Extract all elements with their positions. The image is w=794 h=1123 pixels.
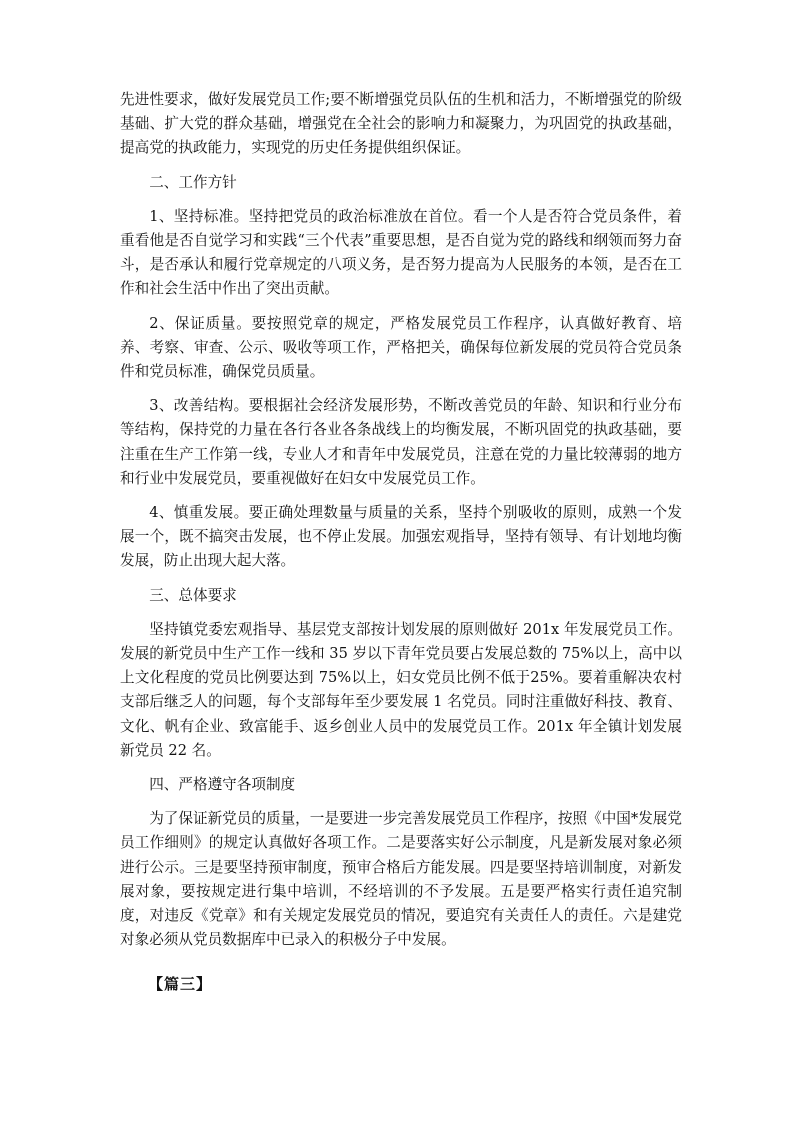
paragraph-careful-development: 4、慎重发展。要正确处理数量与质量的关系，坚持个别吸收的原则，成熟一个发展一个，既不搞突击发展，也不停止发展。加强宏观指导，坚持有领导、有计划地均衡发展，防止出现大起大落。 [120, 504, 682, 570]
paragraph-ensure-quality: 2、保证质量。要按照党章的规定，严格发展党员工作程序，认真做好教育、培养、考察、审查、公示、吸收等项工作，严格把关，确保每位新发展的党员符合党员条件和党员标准，确保党员质量。 [120, 314, 682, 381]
section-marker: 【篇三】 [148, 975, 213, 993]
document-body [120, 88, 682, 963]
paragraph-intro: 先进性要求，做好发展党员工作;要不断增强党员队伍的生机和活力，不断增强党的阶级基础、扩大党的群众基础，增强党在全社会的影响力和凝聚力，为巩固党的执政基础，提高党的执政能力，实现党的历史任务提供组织保证。 [120, 91, 682, 157]
paragraph-uphold-standards: 1、坚持标准。坚持把党员的政治标准放在首位。看一个人是否符合党员条件，着重看他是否自觉学习和实践“三个代表”重要思想，是否自觉为党的路线和纲领而努力奋斗，是否承认和履行党章规定的八项义务，是否努力提高为人民服务的本领，是否在工作和社会生活中作出了突出贡献。 [120, 207, 682, 298]
paragraph-improve-structure: 3、改善结构。要根据社会经济发展形势，不断改善党员的年龄、知识和行业分布等结构，保持党的力量在各行各业各条战线上的均衡发展，不断巩固党的执政基础，要注重在生产工作第一线，专业人才和青年中发展党员，注意在党的力量比较薄弱的地方和行业中发展党员，要重视做好在妇女中发展党员工作。 [120, 397, 682, 487]
paragraph-strict-rules: 为了保证新党员的质量，一是要进一步完善发展党员工作程序，按照《中国*发展党员工作细则》的规定认真做好各项工作。二是要落实好公示制度，凡是新发展对象必须进行公示。三是要坚持预审制度，预审合格后方能发展。四是要坚持培训制度，对新发展对象，要按规定进行集中培训，不经培训的不予发展。五是要严格实行责任追究制度，对违反《党章》和有关规定发展党员的情况，要追究有关责任人的责任。六是建党对象必须从党员数据库中已录入的积极分子中发展。 [120, 810, 682, 949]
heading-overall-requirements: 三、总体要求 [149, 586, 237, 604]
heading-strict-rules: 四、严格遵守各项制度 [149, 776, 296, 794]
paragraph-overall-requirements: 坚持镇党委宏观指导、基层党支部按计划发展的原则做好 201x 年发展党员工作。发展的新党员中生产工作一线和 35 岁以下青年党员要占发展总数的 75%以上，高中以上文化程度的党员比例要达到 75%以上，妇女党员比例不低于25%。要着重解决农村支部后继乏人的问题，每个支部每年至少要发展 1 名党员。同时注重做好科技、教育、文化、帆有企业、致富能手、返乡创业人员中的发展党员工作。201x 年全镇计划发展新党员 22 名。 [120, 620, 682, 759]
heading-work-policy: 二、工作方针 [149, 173, 237, 191]
